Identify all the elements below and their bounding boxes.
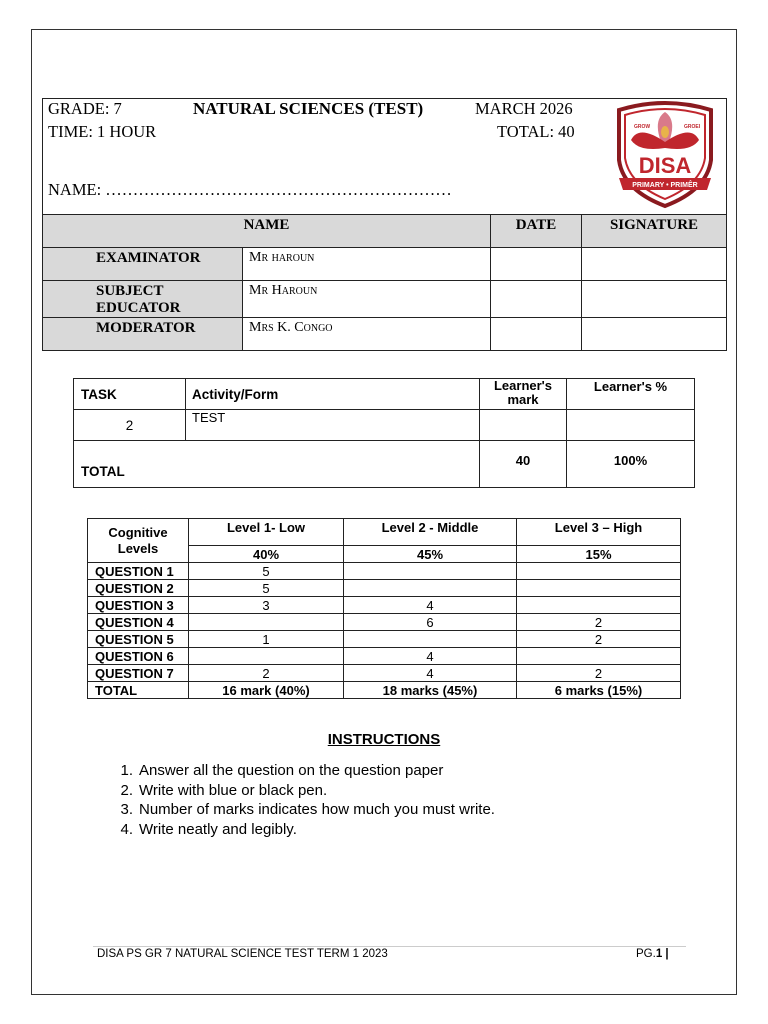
role-moderator: MODERATOR: [43, 318, 243, 351]
table-row: [88, 665, 681, 682]
instructions-heading: INSTRUCTIONS: [327, 731, 441, 748]
logo-disa-text: DISA: [638, 153, 692, 178]
moderator-signature-cell[interactable]: [582, 318, 727, 351]
level-1-header: Level 1- Low: [189, 519, 344, 546]
learner-mark-header: Learner's mark: [480, 379, 567, 410]
level-1-total: 16 mark (40%): [189, 682, 344, 699]
level-3-cell: 2: [517, 614, 681, 631]
instructions-list: [115, 762, 495, 840]
task-total-percent: 100%: [567, 441, 695, 488]
task-table-header: [74, 379, 695, 410]
level-3-cell: [517, 597, 681, 614]
level-1-cell: [189, 614, 344, 631]
task-total-row: [74, 441, 695, 488]
task-row: [74, 410, 695, 441]
table-row: [88, 614, 681, 631]
footer-document-title: DISA PS GR 7 NATURAL SCIENCE TEST TERM 1 2023: [97, 948, 388, 960]
examinator-signature-cell[interactable]: [582, 248, 727, 281]
subject-educator-date-cell[interactable]: [491, 281, 582, 318]
level-2-total: 18 marks (45%): [344, 682, 517, 699]
level-3-total: 6 marks (15%): [517, 682, 681, 699]
cognitive-total-row: [88, 682, 681, 699]
list-number: 2.: [120, 781, 133, 799]
list-item: [115, 782, 495, 802]
task-learner-percent-cell[interactable]: [567, 410, 695, 441]
role-subject-educator: SUBJECT EDUCATOR: [43, 281, 243, 318]
task-number: 2: [74, 410, 186, 441]
level-1-cell: [189, 648, 344, 665]
test-date: MARCH 2026: [475, 99, 573, 118]
role-examinator: EXAMINATOR: [43, 248, 243, 281]
question-label: QUESTION 1: [88, 563, 189, 580]
moderator-date-cell[interactable]: [491, 318, 582, 351]
subject-educator-row: [43, 281, 727, 318]
task-table: [73, 378, 695, 488]
test-title: NATURAL SCIENCES (TEST): [193, 99, 424, 118]
level-2-cell: 4: [344, 597, 517, 614]
level-1-weight: 40%: [189, 546, 344, 563]
page-number: 1: [655, 948, 663, 960]
examiner-table-header: [43, 215, 727, 248]
moderator-row: [43, 318, 727, 351]
learner-name-field[interactable]: NAME: ………………………………………………………: [48, 180, 452, 199]
level-3-cell: 2: [517, 665, 681, 682]
instruction-text: Write with blue or black pen.: [139, 781, 328, 799]
col-date-header: DATE: [491, 215, 582, 248]
total-label: TOTAL: 40: [497, 122, 575, 141]
cognitive-total-label: TOTAL: [88, 682, 189, 699]
learner-percent-header: Learner's %: [567, 379, 695, 410]
logo-grow-text: GROW: [634, 124, 651, 130]
instruction-text: Write neatly and legibly.: [139, 820, 297, 838]
task-total-mark: 40: [480, 441, 567, 488]
examinator-date-cell[interactable]: [491, 248, 582, 281]
cognitive-levels-table: [87, 518, 681, 699]
footer-page-number: [636, 948, 669, 960]
table-row: [88, 648, 681, 665]
table-row: [88, 563, 681, 580]
task-total-label: TOTAL: [74, 441, 480, 488]
level-2-cell: [344, 580, 517, 597]
level-3-cell: [517, 563, 681, 580]
logo-groei-text: GROEI: [684, 124, 701, 130]
grade-label: GRADE: 7: [48, 99, 122, 118]
level-2-cell: 4: [344, 648, 517, 665]
question-label: QUESTION 5: [88, 631, 189, 648]
level-2-cell: [344, 563, 517, 580]
level-3-weight: 15%: [517, 546, 681, 563]
examiner-table: [42, 214, 727, 351]
list-number: 3.: [120, 801, 133, 818]
question-label: QUESTION 6: [88, 648, 189, 665]
level-2-header: Level 2 - Middle: [344, 519, 517, 546]
moderator-name: Mrs K. Congo: [243, 318, 491, 351]
list-item: [115, 821, 495, 841]
time-label: TIME: 1 HOUR: [48, 122, 157, 141]
level-3-header: Level 3 – High: [517, 519, 681, 546]
task-learner-mark-cell[interactable]: [480, 410, 567, 441]
question-label: QUESTION 3: [88, 597, 189, 614]
level-3-cell: 2: [517, 631, 681, 648]
level-2-cell: 4: [344, 665, 517, 682]
footer-divider: [93, 946, 686, 947]
cognitive-levels-label: Cognitive Levels: [88, 519, 189, 563]
list-number: 1.: [120, 762, 133, 779]
col-signature-header: SIGNATURE: [582, 215, 727, 248]
table-row: [88, 597, 681, 614]
table-row: [88, 580, 681, 597]
list-item: [115, 762, 495, 782]
list-number: 4.: [120, 820, 133, 838]
logo-banner-text: PRIMARY • PRIMÊR: [632, 182, 698, 189]
page-separator: |: [665, 948, 669, 960]
level-2-cell: [344, 631, 517, 648]
level-1-cell: 5: [189, 563, 344, 580]
level-1-cell: 3: [189, 597, 344, 614]
task-activity: TEST: [186, 410, 480, 441]
examiner-row: [43, 248, 727, 281]
task-header: TASK: [74, 379, 186, 410]
subject-educator-signature-cell[interactable]: [582, 281, 727, 318]
table-row: [88, 631, 681, 648]
question-label: QUESTION 2: [88, 580, 189, 597]
question-label: QUESTION 7: [88, 665, 189, 682]
subject-educator-name: Mr Haroun: [243, 281, 491, 318]
activity-header: Activity/Form: [186, 379, 480, 410]
examinator-name: Mr haroun: [243, 248, 491, 281]
cognitive-header-row: [88, 519, 681, 546]
page-prefix: PG.: [636, 948, 656, 960]
level-2-cell: 6: [344, 614, 517, 631]
level-1-cell: 1: [189, 631, 344, 648]
level-2-weight: 45%: [344, 546, 517, 563]
level-3-cell: [517, 648, 681, 665]
instruction-text: Answer all the question on the question paper: [139, 762, 444, 779]
col-name-header: NAME: [43, 215, 491, 248]
instruction-text: Number of marks indicates how much you must write.: [139, 801, 495, 818]
question-label: QUESTION 4: [88, 614, 189, 631]
level-3-cell: [517, 580, 681, 597]
disa-school-crest-logo: [609, 98, 721, 210]
level-1-cell: 2: [189, 665, 344, 682]
level-1-cell: 5: [189, 580, 344, 597]
list-item: [115, 801, 495, 821]
